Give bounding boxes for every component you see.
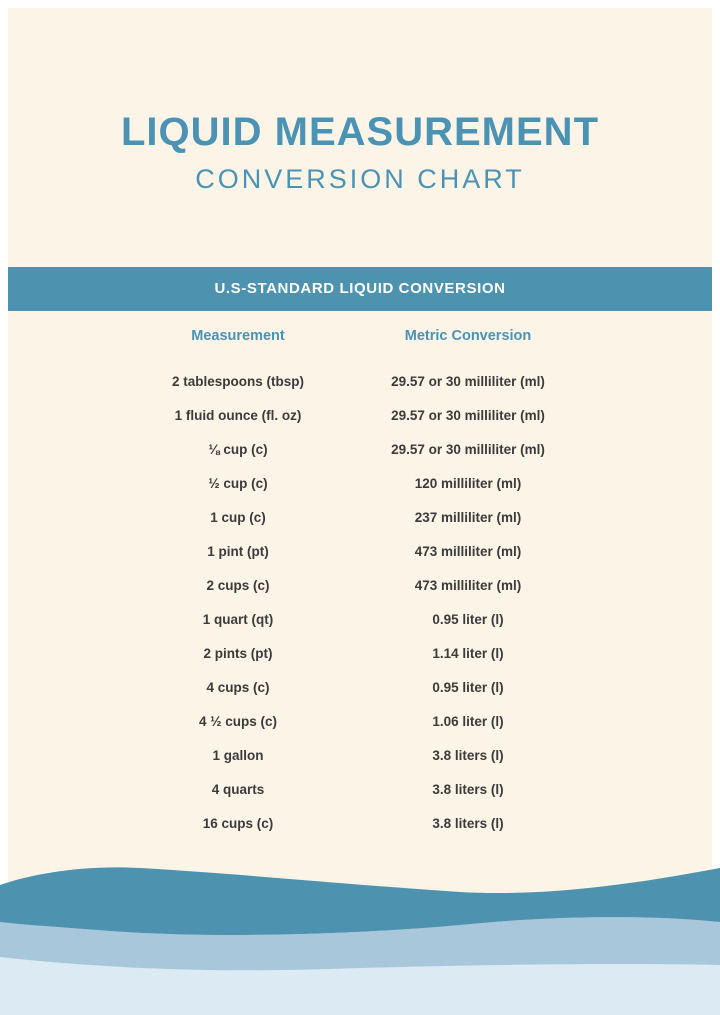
metric-cell: 29.57 or 30 milliliter (ml)	[391, 441, 545, 457]
metric-cell: 473 milliliter (ml)	[414, 577, 522, 593]
table-row	[8, 636, 712, 670]
measurement-cell: 1 fluid ounce (fl. oz)	[174, 407, 302, 423]
page-subtitle: CONVERSION CHART	[195, 164, 525, 194]
table-row	[8, 466, 712, 500]
metric-cell: 1.14 liter (l)	[432, 645, 504, 661]
measurement-cell: 16 cups (c)	[202, 815, 274, 831]
table-row	[8, 772, 712, 806]
measurement-cell: 2 tablespoons (tbsp)	[171, 373, 304, 389]
measurement-cell: 1 cup (c)	[210, 509, 266, 525]
table-row	[8, 602, 712, 636]
measurement-cell: 1 pint (pt)	[207, 543, 269, 559]
table-header-row	[8, 327, 712, 345]
measurement-cell: 1 quart (qt)	[202, 611, 274, 627]
section-banner-label: U.S-STANDARD LIQUID CONVERSION	[214, 280, 506, 297]
table-row	[8, 398, 712, 432]
table-row	[8, 670, 712, 704]
measurement-cell: 4 quarts	[211, 781, 265, 797]
table-row	[8, 534, 712, 568]
measurement-cell: 1 gallon	[212, 747, 264, 763]
metric-cell: 120 milliliter (ml)	[414, 475, 522, 491]
table-row	[8, 500, 712, 534]
metric-cell: 237 milliliter (ml)	[414, 509, 522, 525]
metric-cell: 3.8 liters (l)	[432, 747, 504, 763]
metric-cell: 29.57 or 30 milliliter (ml)	[391, 373, 545, 389]
column-header-metric-conversion: Metric Conversion	[404, 328, 532, 344]
metric-cell: 473 milliliter (ml)	[414, 543, 522, 559]
metric-cell: 0.95 liter (l)	[432, 611, 504, 627]
table-row	[8, 568, 712, 602]
metric-cell: 3.8 liters (l)	[432, 781, 504, 797]
footer-waves	[0, 855, 720, 1015]
table-row	[8, 738, 712, 772]
measurement-cell: 4 ½ cups (c)	[198, 713, 278, 729]
page-title: LIQUID MEASUREMENT	[121, 110, 599, 154]
metric-cell: 29.57 or 30 milliliter (ml)	[391, 407, 545, 423]
measurement-cell: ½ cup (c)	[208, 475, 268, 491]
metric-cell: 1.06 liter (l)	[432, 713, 504, 729]
table-row	[8, 806, 712, 840]
table-row	[8, 432, 712, 466]
measurement-cell: 2 cups (c)	[206, 577, 270, 593]
metric-cell: 0.95 liter (l)	[432, 679, 504, 695]
section-banner	[8, 267, 712, 311]
measurement-cell: 2 pints (pt)	[203, 645, 273, 661]
measurement-cell: ⅛ cup (c)	[208, 441, 268, 457]
table-body	[8, 364, 712, 840]
metric-cell: 3.8 liters (l)	[432, 815, 504, 831]
column-header-measurement: Measurement	[191, 328, 285, 344]
measurement-cell: 4 cups (c)	[206, 679, 270, 695]
table-row	[8, 364, 712, 398]
table-row	[8, 704, 712, 738]
